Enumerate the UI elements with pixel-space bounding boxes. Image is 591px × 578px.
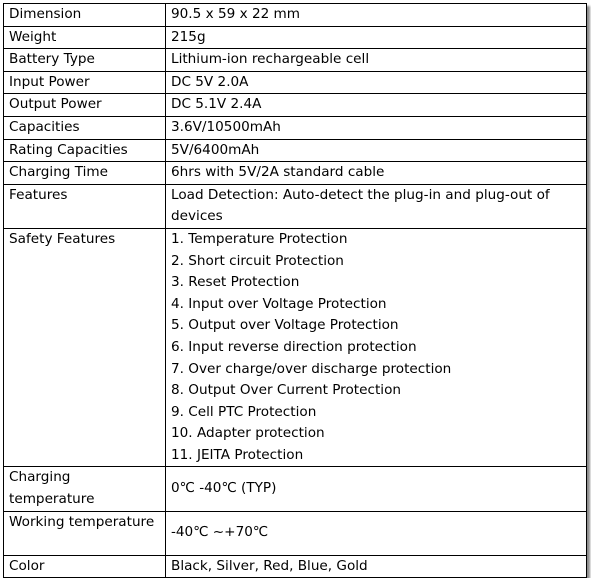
table-row xyxy=(4,139,587,162)
spec-value-charging-temperature: 0℃ -40℃ (TYP) xyxy=(166,467,587,511)
table-row xyxy=(4,4,587,27)
table-row xyxy=(4,467,587,511)
table-row xyxy=(4,184,587,228)
table-row xyxy=(4,511,587,555)
spec-label-rating-capacities: Rating Capacities xyxy=(4,139,166,162)
spec-label-safety-features: Safety Features xyxy=(4,228,166,467)
spec-value-input-power: DC 5V 2.0A xyxy=(166,71,587,94)
spec-value-working-temperature: -40℃ ~+70℃ xyxy=(166,511,587,555)
table-row xyxy=(4,228,587,467)
spec-value-battery-type: Lithium-ion rechargeable cell xyxy=(166,49,587,72)
table-row xyxy=(4,555,587,578)
table-row xyxy=(4,26,587,49)
list-item: 3. Reset Protection xyxy=(171,274,300,291)
spec-label-input-power: Input Power xyxy=(4,71,166,94)
spec-label-charging-time: Charging Time xyxy=(4,162,166,185)
list-item: 1. Temperature Protection xyxy=(171,230,348,247)
list-item: 7. Over charge/over discharge protection xyxy=(171,360,452,377)
list-item: 5. Output over Voltage Protection xyxy=(171,317,399,334)
spec-value-rating-capacities: 5V/6400mAh xyxy=(166,139,587,162)
spec-value-dimension: 90.5 x 59 x 22 mm xyxy=(166,4,587,27)
spec-label-capacities: Capacities xyxy=(4,116,166,139)
table-row xyxy=(4,116,587,139)
spec-label-weight: Weight xyxy=(4,26,166,49)
table-row xyxy=(4,49,587,72)
specifications-table xyxy=(3,3,587,578)
spec-value-weight: 215g xyxy=(166,26,587,49)
spec-label-dimension: Dimension xyxy=(4,4,166,27)
spec-value-output-power: DC 5.1V 2.4A xyxy=(166,94,587,117)
spec-label-charging-temperature: Charging temperature xyxy=(4,467,166,511)
table-row xyxy=(4,71,587,94)
spec-label-output-power: Output Power xyxy=(4,94,166,117)
spec-label-working-temperature: Working temperature xyxy=(4,511,166,555)
list-item: 6. Input reverse direction protection xyxy=(171,338,417,355)
spec-label-color: Color xyxy=(4,555,166,578)
spec-value-features: Load Detection: Auto-detect the plug-in and plug-out of devices xyxy=(166,184,587,228)
list-item: 2. Short circuit Protection xyxy=(171,252,344,269)
list-item: 8. Output Over Current Protection xyxy=(171,382,401,399)
spec-value-charging-time: 6hrs with 5V/2A standard cable xyxy=(166,162,587,185)
spec-label-battery-type: Battery Type xyxy=(4,49,166,72)
spec-value-color: Black, Silver, Red, Blue, Gold xyxy=(166,555,587,578)
table-row xyxy=(4,94,587,117)
spec-value-safety-features xyxy=(166,228,587,467)
list-item: 9. Cell PTC Protection xyxy=(171,403,317,420)
spec-value-capacities: 3.6V/10500mAh xyxy=(166,116,587,139)
spec-label-features: Features xyxy=(4,184,166,228)
list-item: 10. Adapter protection xyxy=(171,425,325,442)
list-item: 4. Input over Voltage Protection xyxy=(171,295,387,312)
list-item: 11. JEITA Protection xyxy=(171,446,304,463)
table-row xyxy=(4,162,587,185)
